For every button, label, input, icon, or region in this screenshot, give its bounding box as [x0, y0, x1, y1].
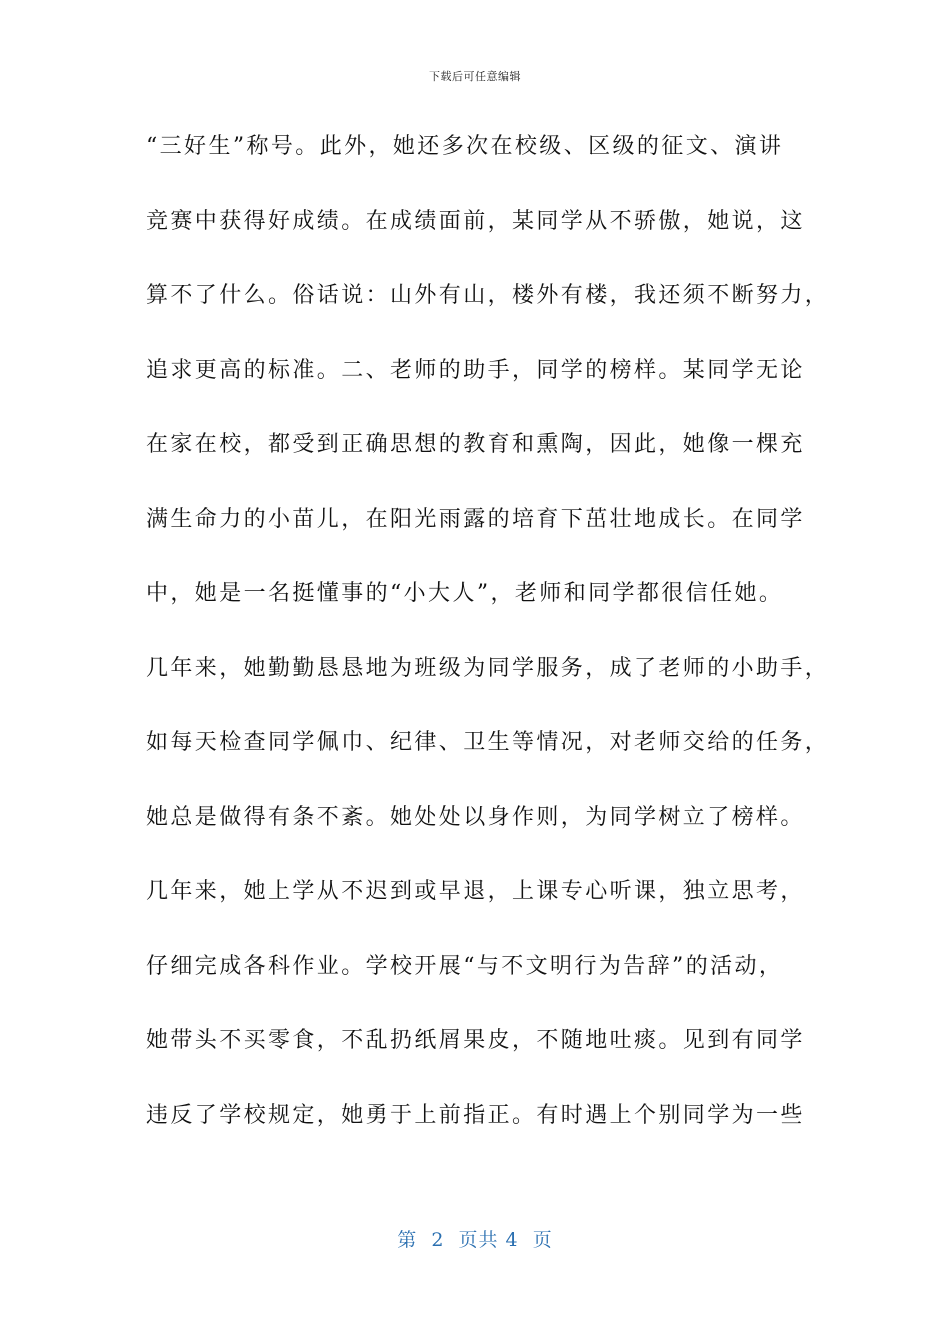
text-line: 满生命力的小苗儿，在阳光雨露的培育下茁壮地成长。在同学: [146, 506, 805, 532]
text-line: 在家在校，都受到正确思想的教育和熏陶，因此，她像一棵充: [146, 432, 805, 457]
body-text: [146, 128, 830, 1171]
text-line: 她带头不买零食，不乱扔纸屑果皮，不随地吐痰。见到有同学: [146, 1028, 805, 1053]
text-line: 竞赛中获得好成绩。在成绩面前，某同学从不骄傲，她说，这: [146, 208, 805, 234]
text-line: 她总是做得有条不紊。她处处以身作则，为同学树立了榜样。: [146, 804, 805, 830]
text-line: 几年来，她勤勤恳恳地为班级为同学服务，成了老师的小助手，: [146, 655, 830, 681]
text-line: 如每天检查同学佩巾、纪律、卫生等情况，对老师交给的任务，: [146, 730, 830, 755]
text-line: 几年来，她上学从不迟到或早退，上课专心听课，独立思考，: [146, 879, 805, 904]
text-line: “三好生”称号。此外，她还多次在校级、区级的征文、演讲: [146, 134, 784, 159]
text-line: 算不了什么。俗话说：山外有山，楼外有楼，我还须不断努力，: [146, 283, 830, 308]
text-line: 追求更高的标准。二、老师的助手，同学的榜样。某同学无论: [146, 357, 805, 383]
text-line: 中，她是一名挺懂事的“小大人”，老师和同学都很信任她。: [146, 581, 784, 606]
text-line: 仔细完成各科作业。学校开展“与不文明行为告辞”的活动，: [146, 953, 784, 979]
page-number: 第 2 页共 4 页: [397, 1229, 553, 1251]
text-line: 违反了学校规定，她勇于上前指正。有时遇上个别同学为一些: [146, 1102, 805, 1128]
header-note: 下载后可任意编辑: [429, 70, 521, 83]
